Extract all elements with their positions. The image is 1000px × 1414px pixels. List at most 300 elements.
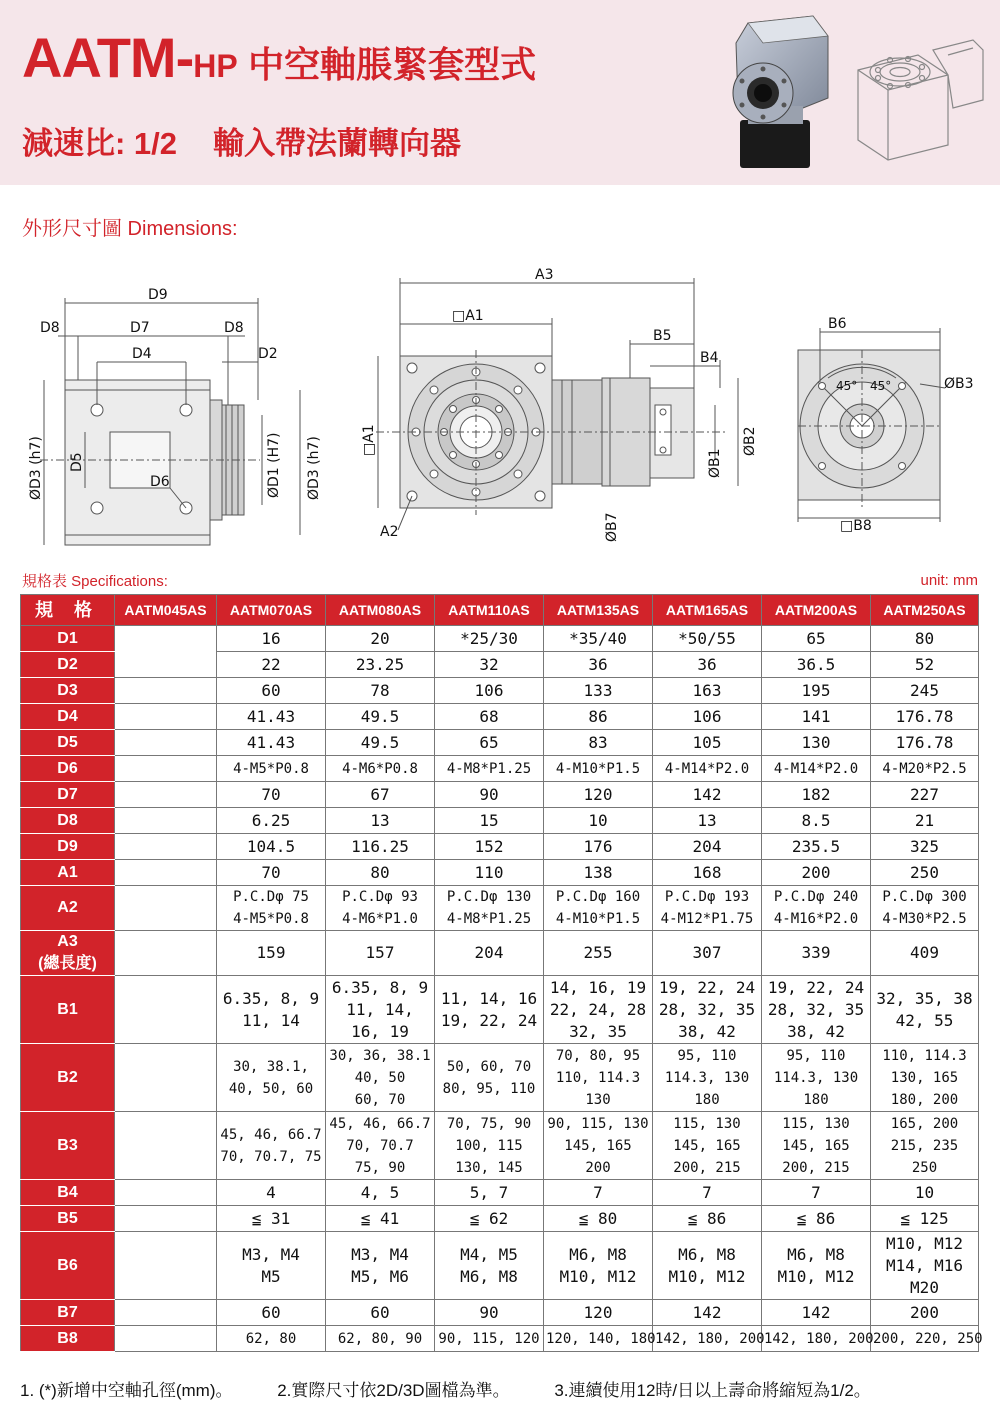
- spec-cell: [435, 886, 544, 931]
- spec-cell: [217, 808, 326, 834]
- spec-cell: [544, 808, 653, 834]
- spec-cell-line: 106: [692, 706, 722, 726]
- spec-cell-line: 4-M12*P1.75: [660, 911, 754, 927]
- label-b8: □B8: [840, 518, 872, 534]
- spec-cell-line: 168: [692, 862, 722, 882]
- spec-cell-line: 130, 145: [455, 1159, 523, 1176]
- spec-cell-line: 23.25: [355, 654, 405, 674]
- spec-cell-line: 200: [910, 1302, 939, 1322]
- spec-cell-line: 130, 165: [890, 1069, 959, 1086]
- spec-cell: [653, 704, 762, 730]
- spec-cell-line: 70, 75, 90: [446, 1115, 532, 1132]
- spec-cell: [217, 678, 326, 704]
- spec-cell-line: 60: [261, 1302, 281, 1322]
- spec-cell-line: P.C.Dφ 240: [773, 889, 859, 905]
- spec-row-label: [21, 834, 115, 860]
- spec-cell: [435, 860, 544, 886]
- spec-cell-line: 110: [474, 862, 504, 882]
- spec-row-label-line: D9: [57, 837, 78, 855]
- spec-cell-line: 19, 22, 24: [658, 977, 756, 997]
- spec-cell-line: 70: [261, 862, 281, 882]
- spec-cell-line: M6, M8: [460, 1266, 518, 1286]
- spec-cell: [217, 1326, 326, 1352]
- spec-cell: [217, 730, 326, 756]
- spec-cell-line: ≦ 62: [469, 1208, 509, 1228]
- spec-cell: [326, 782, 435, 808]
- aatm045-cell: [115, 626, 217, 678]
- spec-row-label-line: B6: [57, 1256, 78, 1274]
- spec-row-label-line: D6: [57, 759, 78, 777]
- spec-cell: [653, 931, 762, 976]
- spec-cell-line: 163: [692, 680, 722, 700]
- spec-cell-line: 250: [911, 1159, 938, 1176]
- spec-cell-line: 86: [588, 706, 608, 726]
- spec-row: [21, 678, 979, 704]
- aatm045-cell: [115, 1112, 217, 1180]
- spec-row-label-line: B8: [57, 1329, 78, 1347]
- spec-row-label: [21, 678, 115, 704]
- spec-cell-line: 142, 180, 200: [764, 1330, 874, 1347]
- spec-cell: [762, 808, 871, 834]
- spec-cell: [326, 626, 435, 652]
- spec-cell-line: 339: [801, 943, 831, 962]
- spec-cell-line: 41.43: [246, 732, 296, 752]
- spec-cell-line: 200: [585, 1159, 611, 1176]
- spec-cell: [326, 756, 435, 782]
- spec-cell-line: M5: [261, 1266, 281, 1286]
- spec-cell: [435, 1112, 544, 1180]
- spec-cell: [326, 808, 435, 834]
- spec-cell-line: 142: [692, 1302, 722, 1322]
- spec-cell-line: *35/40: [569, 628, 627, 648]
- spec-cell-line: 4-M8*P1.25: [446, 760, 532, 777]
- spec-cell-line: 62, 80, 90: [337, 1330, 423, 1347]
- spec-cell: [435, 678, 544, 704]
- spec-cell-line: M14, M16: [885, 1255, 964, 1275]
- spec-cell-line: 176: [583, 836, 613, 856]
- spec-cell-line: 114.3, 130: [664, 1069, 750, 1086]
- spec-cell-line: 204: [692, 836, 722, 856]
- spec-cell: [217, 1044, 326, 1112]
- label-d3-left: ØD3 (h7): [28, 436, 44, 500]
- spec-cell-line: 11, 14,: [346, 999, 414, 1019]
- aatm045-cell: [115, 678, 217, 704]
- spec-cell: [326, 1232, 435, 1300]
- spec-cell-line: 38, 42: [678, 1021, 736, 1041]
- spec-cell-line: 180: [694, 1091, 720, 1108]
- spec-cell-line: 105: [692, 732, 722, 752]
- spec-cell-line: ≦ 125: [900, 1208, 949, 1228]
- spec-cell-line: 138: [583, 862, 613, 882]
- spec-cell: [326, 834, 435, 860]
- spec-cell-line: M10, M12: [668, 1266, 746, 1286]
- spec-cell-line: 115, 130: [782, 1115, 850, 1132]
- spec-row-label-line: A3: [57, 933, 78, 950]
- aatm045-cell: [115, 782, 217, 808]
- spec-row: [21, 1112, 979, 1180]
- spec-cell-line: 8.5: [801, 810, 831, 830]
- spec-cell: [544, 652, 653, 678]
- label-b4: B4: [700, 350, 719, 366]
- product-line-drawing: [838, 30, 988, 170]
- spec-cell-line: 13: [370, 810, 390, 830]
- spec-cell-line: 36.5: [796, 654, 836, 674]
- label-b2: ØB2: [742, 426, 758, 456]
- spec-cell-line: P.C.Dφ 300: [882, 889, 967, 905]
- spec-cell-line: 45, 46, 66.7: [220, 1126, 322, 1143]
- spec-cell-line: 49.5: [360, 732, 400, 752]
- spec-row: [21, 860, 979, 886]
- spec-cell-line: 67: [370, 784, 390, 804]
- spec-cell: [544, 678, 653, 704]
- spec-cell-line: 83: [588, 732, 608, 752]
- spec-cell: [435, 756, 544, 782]
- spec-cell-line: 40, 50, 60: [228, 1080, 314, 1097]
- spec-cell: [544, 931, 653, 976]
- spec-cell-line: 204: [474, 943, 504, 962]
- spec-cell-line: 70, 70.7: [346, 1137, 414, 1154]
- spec-cell-line: 7: [593, 1182, 603, 1202]
- label-d7: D7: [130, 320, 150, 336]
- spec-cell: [217, 931, 326, 976]
- label-angle-2: 45°: [870, 379, 892, 393]
- spec-cell: [871, 782, 979, 808]
- spec-cell-line: 42, 55: [895, 1010, 954, 1030]
- spec-cell: [762, 931, 871, 976]
- spec-cell-line: ≦ 31: [251, 1208, 291, 1228]
- spec-cell-line: 182: [801, 784, 831, 804]
- spec-row: [21, 1180, 979, 1206]
- spec-cell: [435, 1180, 544, 1206]
- model-header: AATM200AS: [762, 595, 871, 626]
- spec-cell-line: M3, M4: [351, 1244, 409, 1264]
- label-b3: ØB3: [944, 376, 974, 392]
- spec-cell-line: 7: [811, 1182, 821, 1202]
- spec-cell: [762, 704, 871, 730]
- spec-cell: [653, 808, 762, 834]
- spec-cell: [762, 1232, 871, 1300]
- spec-cell: [871, 678, 979, 704]
- spec-row-label-line: D3: [57, 681, 78, 699]
- spec-cell-line: 4-M8*P1.25: [446, 911, 532, 927]
- spec-cell: [871, 931, 979, 976]
- spec-cell-line: 60: [261, 680, 281, 700]
- spec-cell: [326, 860, 435, 886]
- aatm045-cell: [115, 1044, 217, 1112]
- spec-cell: [217, 756, 326, 782]
- spec-table: [20, 594, 983, 1352]
- label-d1: ØD1 (H7): [266, 432, 282, 498]
- spec-cell-line: 235.5: [791, 836, 841, 856]
- header-band: [0, 0, 1000, 185]
- spec-cell: [435, 931, 544, 976]
- spec-cell-line: ≦ 80: [578, 1208, 618, 1228]
- spec-cell-line: 145, 165: [673, 1137, 741, 1154]
- spec-cell-line: 6.35, 8, 9: [222, 988, 320, 1008]
- spec-cell-line: 38, 42: [787, 1021, 845, 1041]
- spec-cell-line: 6.35, 8, 9: [331, 977, 429, 997]
- spec-cell-line: 4-M5*P0.8: [233, 911, 309, 927]
- spec-cell-line: 4: [266, 1182, 276, 1202]
- spec-cell: [326, 931, 435, 976]
- spec-cell: [217, 1206, 326, 1232]
- spec-cell: [544, 834, 653, 860]
- spec-cell: [762, 1112, 871, 1180]
- spec-cell-line: 165, 200: [890, 1115, 959, 1132]
- spec-cell-line: 145, 165: [782, 1137, 850, 1154]
- spec-cell-line: 11, 14: [242, 1010, 300, 1030]
- spec-row-label-line: A2: [57, 899, 78, 916]
- model-header: AATM165AS: [653, 595, 762, 626]
- spec-cell: [871, 652, 979, 678]
- spec-cell: [326, 976, 435, 1044]
- spec-row-label-line: A1: [57, 863, 78, 881]
- label-d4: D4: [132, 346, 152, 362]
- spec-cell: [435, 652, 544, 678]
- spec-cell: [435, 1206, 544, 1232]
- spec-cell: [871, 704, 979, 730]
- spec-cell-line: 95, 110: [677, 1047, 737, 1064]
- spec-cell: [653, 1112, 762, 1180]
- aatm045-cell: [115, 860, 217, 886]
- spec-cell-line: 62, 80: [245, 1330, 297, 1347]
- spec-cell-line: M3, M4: [242, 1244, 300, 1264]
- aatm045-cell: [115, 1326, 217, 1352]
- spec-cell: [653, 756, 762, 782]
- spec-cell-line: 49.5: [360, 706, 400, 726]
- spec-row-label: [21, 931, 115, 976]
- spec-cell: [217, 976, 326, 1044]
- model-header: AATM135AS: [544, 595, 653, 626]
- spec-cell-line: 10: [914, 1182, 935, 1202]
- footnote: 3.連續使用12時/日以上壽命將縮短為1/2。: [554, 1381, 871, 1400]
- spec-cell: [871, 834, 979, 860]
- spec-cell-line: *50/55: [678, 628, 736, 648]
- label-a1: □A1: [452, 308, 484, 324]
- spec-cell-line: 4-M14*P2.0: [664, 760, 750, 777]
- spec-cell: [762, 1326, 874, 1352]
- spec-cell-line: 70, 80, 95: [555, 1047, 641, 1064]
- spec-cell-line: 10: [588, 810, 608, 830]
- spec-cell: [653, 976, 762, 1044]
- spec-cell-line: 50, 60, 70: [446, 1058, 532, 1075]
- spec-cell: [326, 1300, 435, 1326]
- label-d2: D2: [258, 346, 278, 362]
- spec-cell-line: 4-M20*P2.5: [882, 760, 967, 777]
- spec-cell-line: 4-M10*P1.5: [555, 911, 641, 927]
- label-d3-right: ØD3 (h7): [306, 436, 322, 500]
- spec-row: [21, 976, 979, 1044]
- spec-row-label: [21, 1300, 115, 1326]
- spec-cell-line: 36: [588, 654, 608, 674]
- spec-cell: [762, 730, 871, 756]
- spec-cell-line: 180: [803, 1091, 829, 1108]
- spec-cell: [326, 1044, 435, 1112]
- spec-cell: [653, 834, 762, 860]
- spec-cell: [435, 730, 544, 756]
- spec-cell: [326, 1326, 435, 1352]
- spec-cell-line: 100, 115: [455, 1137, 523, 1154]
- spec-cell: [653, 1326, 765, 1352]
- spec-cell-line: 28, 32, 35: [658, 999, 756, 1019]
- spec-cell-line: 200, 220, 250: [873, 1330, 983, 1347]
- page-title: AATM-HP 中空軸脹緊套型式: [22, 26, 537, 89]
- spec-cell: [326, 730, 435, 756]
- spec-cell: [653, 782, 762, 808]
- spec-cell: [544, 860, 653, 886]
- spec-row-label: [21, 1044, 115, 1112]
- spec-cell-line: 110, 114.3: [555, 1069, 641, 1086]
- spec-cell: [435, 1300, 544, 1326]
- aatm045-cell: [115, 1232, 217, 1300]
- spec-cell: [871, 808, 979, 834]
- spec-row-label: [21, 860, 115, 886]
- spec-cell-line: 40, 50: [354, 1069, 406, 1086]
- model-header: AATM250AS: [871, 595, 979, 626]
- spec-cell: [435, 1044, 544, 1112]
- spec-cell: [544, 1206, 653, 1232]
- spec-cell-line: 90, 115, 120: [438, 1330, 540, 1347]
- spec-cell-line: 80, 95, 110: [442, 1080, 536, 1097]
- spec-cell: [544, 756, 653, 782]
- spec-cell: [544, 782, 653, 808]
- product-photo-illustration: [718, 8, 833, 178]
- spec-cell-line: M5, M6: [351, 1266, 409, 1286]
- spec-cell-line: 6.25: [251, 810, 291, 830]
- spec-cell-line: P.C.Dφ 160: [555, 889, 641, 905]
- spec-cell-line: 32, 35: [569, 1021, 627, 1041]
- spec-cell: [544, 704, 653, 730]
- spec-cell-line: 4-M16*P2.0: [773, 911, 859, 927]
- spec-row-label-line: B5: [57, 1209, 78, 1227]
- spec-row: [21, 834, 979, 860]
- spec-row: [21, 1044, 979, 1112]
- spec-cell-line: 80: [370, 862, 390, 882]
- spec-cell-line: 75, 90: [354, 1159, 406, 1176]
- spec-cell: [217, 1180, 326, 1206]
- spec-cell: [871, 1112, 979, 1180]
- spec-row: [21, 1300, 979, 1326]
- spec-cell-line: ≦ 86: [687, 1208, 727, 1228]
- label-d9: D9: [148, 287, 168, 303]
- spec-cell: [435, 1326, 544, 1352]
- label-a2: A2: [380, 524, 399, 540]
- spec-cell-line: 4-M14*P2.0: [773, 760, 859, 777]
- spec-cell-line: 176.78: [895, 706, 954, 726]
- footnote: 2.實際尺寸依2D/3D圖檔為準。: [277, 1381, 510, 1400]
- spec-cell: [871, 730, 979, 756]
- label-b1: ØB1: [707, 448, 723, 478]
- spec-cell-line: 176.78: [895, 732, 954, 752]
- spec-cell-line: 325: [910, 836, 939, 856]
- spec-cell-line: 195: [801, 680, 831, 700]
- spec-cell-line: 90, 115, 130: [547, 1115, 649, 1132]
- spec-row-label: [21, 1206, 115, 1232]
- spec-cell-line: P.C.Dφ 93: [342, 889, 418, 905]
- spec-cell-line: 4-M30*P2.5: [882, 911, 967, 927]
- label-b5: B5: [653, 328, 672, 344]
- spec-row-label: [21, 730, 115, 756]
- spec-cell: [871, 976, 979, 1044]
- spec-cell-line: 52: [914, 654, 935, 674]
- spec-cell-line: 14, 16, 19: [549, 977, 647, 997]
- spec-row-label: [21, 808, 115, 834]
- aatm045-cell: [115, 1300, 217, 1326]
- spec-cell-line: 110, 114.3: [882, 1047, 967, 1064]
- spec-cell-line: 4-M6*P0.8: [342, 760, 418, 777]
- spec-cell-line: 28, 32, 35: [767, 999, 865, 1019]
- spec-row-label: [21, 976, 115, 1044]
- spec-cell-line: 133: [583, 680, 613, 700]
- spec-row-label: [21, 626, 115, 652]
- spec-cell-line: 19, 22, 24: [767, 977, 865, 997]
- spec-cell-line: 120, 140, 180: [546, 1330, 656, 1347]
- spec-cell: [871, 1044, 979, 1112]
- spec-cell-line: 4-M5*P0.8: [233, 760, 309, 777]
- spec-cell-line: 157: [365, 943, 395, 962]
- spec-row: [21, 704, 979, 730]
- spec-cell-line: M10, M12: [885, 1233, 964, 1253]
- spec-cell-line: M6, M8: [569, 1244, 627, 1264]
- spec-row: [21, 808, 979, 834]
- spec-cell-line: 115, 130: [673, 1115, 741, 1132]
- spec-cell-line: 19, 22, 24: [440, 1010, 538, 1030]
- aatm045-cell: [115, 834, 217, 860]
- model-header: AATM045AS: [115, 595, 217, 626]
- spec-row-label-line: B7: [57, 1303, 78, 1321]
- aatm045-cell: [115, 931, 217, 976]
- spec-header-label: 規 格: [21, 595, 115, 626]
- spec-cell: [762, 678, 871, 704]
- spec-cell-line: P.C.Dφ 75: [233, 889, 309, 905]
- spec-cell-line: M10, M12: [777, 1266, 855, 1286]
- spec-cell: [435, 626, 544, 652]
- spec-cell: [217, 1232, 326, 1300]
- spec-cell-line: 200, 215: [782, 1159, 850, 1176]
- spec-cell-line: 16, 19: [351, 1021, 409, 1041]
- spec-cell-line: 130: [585, 1091, 611, 1108]
- spec-cell: [217, 860, 326, 886]
- spec-cell-line: 70, 70.7, 75: [220, 1148, 322, 1165]
- spec-cell-line: 32: [479, 654, 499, 674]
- aatm045-cell: [115, 704, 217, 730]
- spec-cell: [653, 730, 762, 756]
- spec-cell: [326, 1206, 435, 1232]
- spec-cell: [544, 1326, 656, 1352]
- spec-cell: [871, 1326, 983, 1352]
- spec-cell: [653, 1300, 762, 1326]
- spec-cell: [762, 1206, 871, 1232]
- spec-cell: [326, 704, 435, 730]
- spec-cell: [326, 886, 435, 931]
- spec-cell-line: 116.25: [351, 836, 409, 856]
- spec-cell: [871, 626, 979, 652]
- spec-cell-line: 22, 24, 28: [549, 999, 647, 1019]
- spec-cell: [653, 860, 762, 886]
- spec-cell-line: 22: [261, 654, 281, 674]
- spec-row-label-line: (總長度): [38, 955, 97, 972]
- spec-cell-line: 142, 180, 200: [655, 1330, 765, 1347]
- spec-row-label: [21, 1180, 115, 1206]
- spec-cell-line: 180, 200: [890, 1091, 959, 1108]
- spec-cell: [762, 626, 871, 652]
- aatm045-cell: [115, 976, 217, 1044]
- spec-cell: [217, 652, 326, 678]
- spec-cell-line: ≦ 41: [360, 1208, 400, 1228]
- spec-row: [21, 782, 979, 808]
- spec-cell-line: 200, 215: [673, 1159, 741, 1176]
- spec-cell: [871, 1300, 979, 1326]
